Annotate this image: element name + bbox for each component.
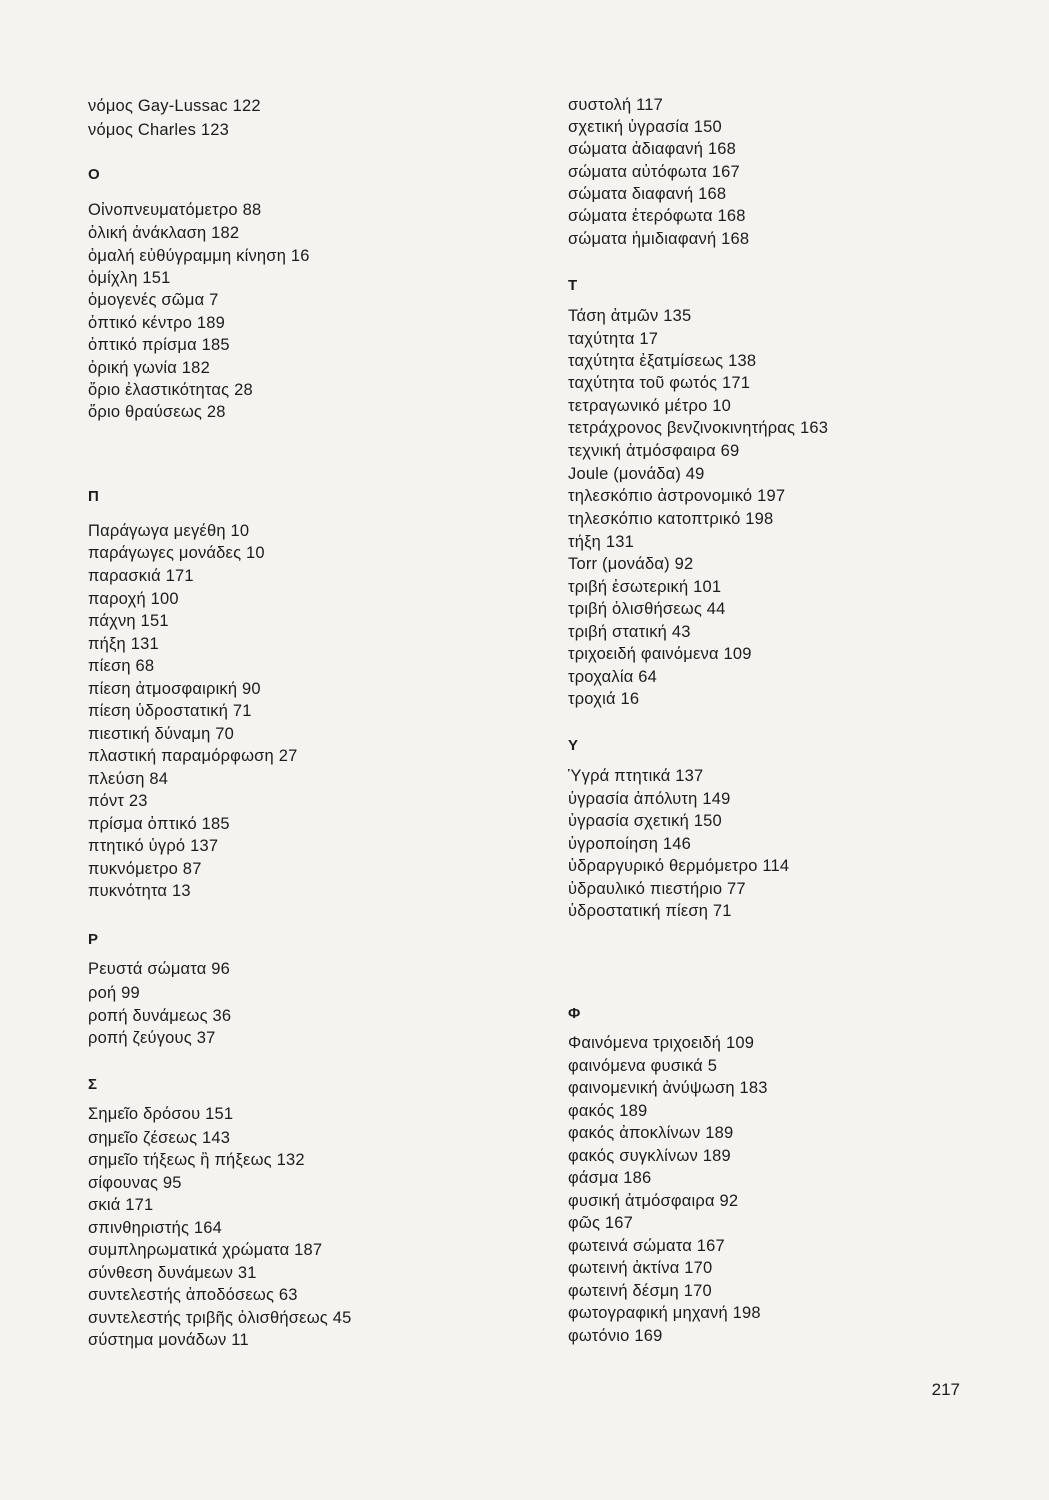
index-entry: τετράχρονος βενζινοκινητήρας 163 [568, 419, 829, 437]
index-section-letter: Φ [568, 1005, 581, 1022]
index-entry: πάχνη 151 [88, 612, 169, 630]
index-entry: ὀπτικό πρίσμα 185 [88, 336, 230, 354]
index-entry: συμπληρωματικά χρώματα 187 [88, 1241, 323, 1259]
index-entry: σίφουνας 95 [88, 1174, 182, 1192]
index-entry: σπινθηριστής 164 [88, 1219, 223, 1237]
page-number: 217 [931, 1380, 960, 1399]
index-entry: συστολή 117 [568, 96, 664, 114]
index-entry: πήξη 131 [88, 635, 159, 653]
index-entry: ὁλική ἀνάκλαση 182 [88, 224, 240, 242]
index-entry: πόντ 23 [88, 792, 148, 810]
index-entry: φακός ἀποκλίνων 189 [568, 1124, 734, 1142]
index-section-letter: Σ [88, 1076, 98, 1093]
index-entry: ὑγρασία ἀπόλυτη 149 [568, 790, 731, 808]
index-section-letter: O [88, 166, 100, 183]
index-entry: ταχύτητα τοῦ φωτός 171 [568, 374, 751, 392]
index-entry: σώματα ἀδιαφανή 168 [568, 140, 737, 158]
index-entry: ὅριο θραύσεως 28 [88, 403, 226, 421]
index-entry: Ὑγρά πτητικά 137 [568, 767, 704, 785]
index-entry: παράγωγες μονάδες 10 [88, 544, 265, 562]
index-entry: φαινομενική ἀνύψωση 183 [568, 1079, 768, 1097]
index-entry: Σημεῖο δρόσου 151 [88, 1105, 234, 1123]
index-entry: τηλεσκόπιο ἀστρονομικό 197 [568, 487, 786, 505]
index-entry: ὁμογενές σῶμα 7 [88, 291, 219, 309]
index-entry: ροή 99 [88, 984, 140, 1002]
index-entry: πιεστική δύναμη 70 [88, 725, 235, 743]
index-entry: πρίσμα ὀπτικό 185 [88, 815, 230, 833]
index-entry: τηλεσκόπιο κατοπτρικό 198 [568, 510, 774, 528]
index-entry: σώματα ἡμιδιαφανή 168 [568, 230, 750, 248]
index-entry: σώματα διαφανή 168 [568, 185, 727, 203]
index-entry: σώματα ἑτερόφωτα 168 [568, 207, 746, 225]
index-entry: ὑδροστατική πίεση 71 [568, 902, 732, 920]
index-entry: ὅριο ἐλαστικότητας 28 [88, 381, 253, 399]
index-entry: πλαστική παραμόρφωση 27 [88, 747, 298, 765]
index-entry: Τάση ἀτμῶν 135 [568, 307, 692, 325]
index-entry: σύστημα μονάδων 11 [88, 1331, 249, 1349]
index-entry: φωτογραφική μηχανή 198 [568, 1304, 761, 1322]
index-entry: τριβή ὀλισθήσεως 44 [568, 600, 726, 618]
index-entry: παροχή 100 [88, 590, 179, 608]
index-entry: φακός 189 [568, 1102, 648, 1120]
index-entry: ὑγρασία σχετική 150 [568, 812, 722, 830]
index-entry: παρασκιά 171 [88, 567, 194, 585]
index-entry: τριβή στατική 43 [568, 623, 691, 641]
index-entry: πτητικό ὑγρό 137 [88, 837, 219, 855]
index-entry: πίεση ἀτμοσφαιρική 90 [88, 680, 261, 698]
index-entry: φωτεινή δέσμη 170 [568, 1282, 712, 1300]
index-entry: ὀρική γωνία 182 [88, 359, 210, 377]
index-entry: τετραγωνικό μέτρο 10 [568, 397, 732, 415]
index-entry: φωτεινή ἀκτίνα 170 [568, 1259, 713, 1277]
index-entry: πίεση 68 [88, 657, 155, 675]
index-entry: ὁμαλή εὐθύγραμμη κίνηση 16 [88, 247, 310, 265]
index-entry: ροπή δυνάμεως 36 [88, 1007, 232, 1025]
index-entry: πλεύση 84 [88, 770, 169, 788]
index-entry: ὑγροποίηση 146 [568, 835, 692, 853]
index-entry: συντελεστής ἀποδόσεως 63 [88, 1286, 298, 1304]
index-entry: Torr (μονάδα) 92 [568, 555, 694, 573]
index-entry: συντελεστής τριβῆς ὀλισθήσεως 45 [88, 1309, 352, 1327]
index-entry: τεχνική ἀτμόσφαιρα 69 [568, 442, 740, 460]
index-entry: ὑδραργυρικό θερμόμετρο 114 [568, 857, 790, 875]
index-entry: ταχύτητα ἐξατμίσεως 138 [568, 352, 757, 370]
index-entry: νόμος Charles 123 [88, 121, 230, 139]
index-entry: σημεῖο τήξεως ἢ πήξεως 132 [88, 1151, 305, 1169]
index-entry: Ρευστά σώματα 96 [88, 960, 231, 978]
index-entry: σημεῖο ζέσεως 143 [88, 1129, 231, 1147]
index-entry: Οἰνοπνευματόμετρο 88 [88, 201, 262, 219]
index-entry: Παράγωγα μεγέθη 10 [88, 522, 250, 540]
index-entry: φάσμα 186 [568, 1169, 652, 1187]
index-section-letter: T [568, 277, 578, 294]
index-entry: ταχύτητα 17 [568, 330, 659, 348]
index-entry: σχετική ὑγρασία 150 [568, 118, 722, 136]
index-section-letter: P [88, 931, 99, 948]
index-entry: τριχοειδή φαινόμενα 109 [568, 645, 752, 663]
index-entry: πυκνότητα 13 [88, 882, 191, 900]
index-entry: σκιά 171 [88, 1196, 154, 1214]
index-entry: φωτόνιο 169 [568, 1327, 663, 1345]
index-entry: πυκνόμετρο 87 [88, 860, 202, 878]
index-entry: ροπή ζεύγους 37 [88, 1029, 216, 1047]
index-entry: ὀπτικό κέντρο 189 [88, 314, 226, 332]
index-section-letter: Y [568, 737, 579, 754]
index-entry: τριβή ἐσωτερική 101 [568, 578, 722, 596]
index-entry: ὁμίχλη 151 [88, 269, 171, 287]
index-entry: τήξη 131 [568, 533, 634, 551]
index-entry: φῶς 167 [568, 1214, 634, 1232]
index-entry: φυσική ἀτμόσφαιρα 92 [568, 1192, 739, 1210]
index-entry: φακός συγκλίνων 189 [568, 1147, 731, 1165]
index-section-letter: Π [88, 488, 100, 505]
index-entry: ὑδραυλικό πιεστήριο 77 [568, 880, 746, 898]
index-entry: φαινόμενα φυσικά 5 [568, 1057, 718, 1075]
index-entry: Joule (μονάδα) 49 [568, 465, 705, 483]
index-entry: φωτεινά σώματα 167 [568, 1237, 725, 1255]
index-entry: τροχαλία 64 [568, 668, 657, 686]
index-entry: τροχιά 16 [568, 690, 640, 708]
index-entry: νόμος Gay-Lussac 122 [88, 97, 261, 115]
index-entry: πίεση ὑδροστατική 71 [88, 702, 252, 720]
index-entry: Φαινόμενα τριχοειδή 109 [568, 1034, 755, 1052]
index-entry: σώματα αὐτόφωτα 167 [568, 163, 740, 181]
index-entry: σύνθεση δυνάμεων 31 [88, 1264, 257, 1282]
